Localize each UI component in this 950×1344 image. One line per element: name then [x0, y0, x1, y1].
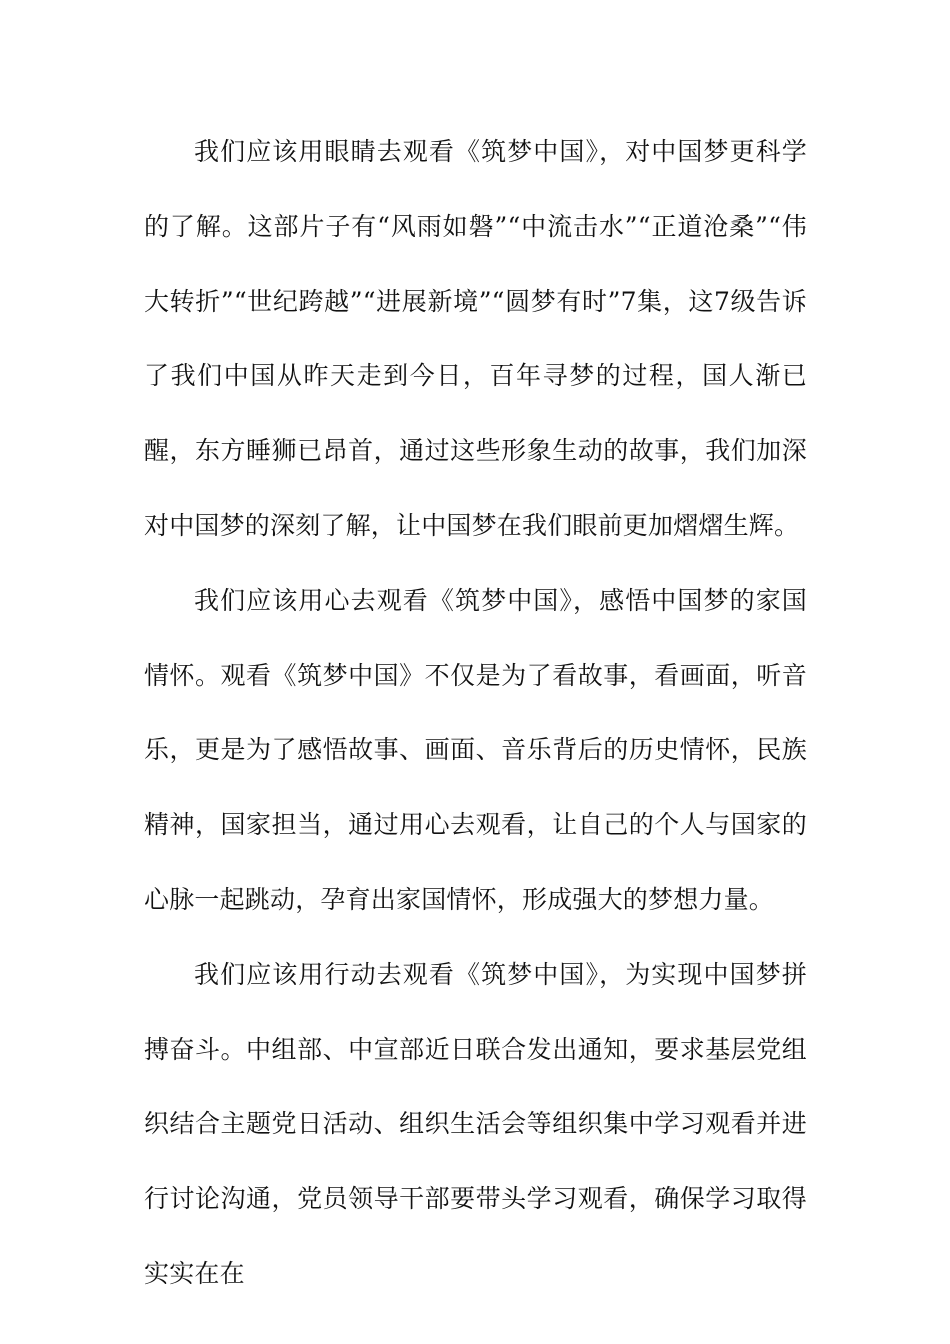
paragraph-action: 我们应该用行动去观看《筑梦中国》，为实现中国梦拼搏奋斗。中组部、中宣部近日联合发出通知，要求基层党组织结合主题党日活动、组织生活会等组织集中学习观看并进行讨论沟通，党员领导干部要带头学习观看，确保学习取得实实在在: [144, 959, 807, 1288]
document-body: [144, 115, 807, 1312]
paragraph-eyes: 我们应该用眼睛去观看《筑梦中国》，对中国梦更科学的了解。这部片子有“风雨如磐”“中流击水”“正道沧桑”“伟大转折”“世纪跨越”“进展新境”“圆梦有时”7集，这7级告诉了我们中国从昨天走到今日，百年寻梦的过程，国人渐已醒，东方睡狮已昂首，通过这些形象生动的故事，我们加深对中国梦的深刻了解，让中国梦在我们眼前更加熠熠生辉。: [144, 137, 807, 540]
paragraph-heart: 我们应该用心去观看《筑梦中国》，感悟中国梦的家国情怀。观看《筑梦中国》不仅是为了看故事，看画面，听音乐，更是为了感悟故事、画面、音乐背后的历史情怀，民族精神，国家担当，通过用心去观看，让自己的个人与国家的心脉一起跳动，孕育出家国情怀，形成强大的梦想力量。: [144, 585, 807, 914]
